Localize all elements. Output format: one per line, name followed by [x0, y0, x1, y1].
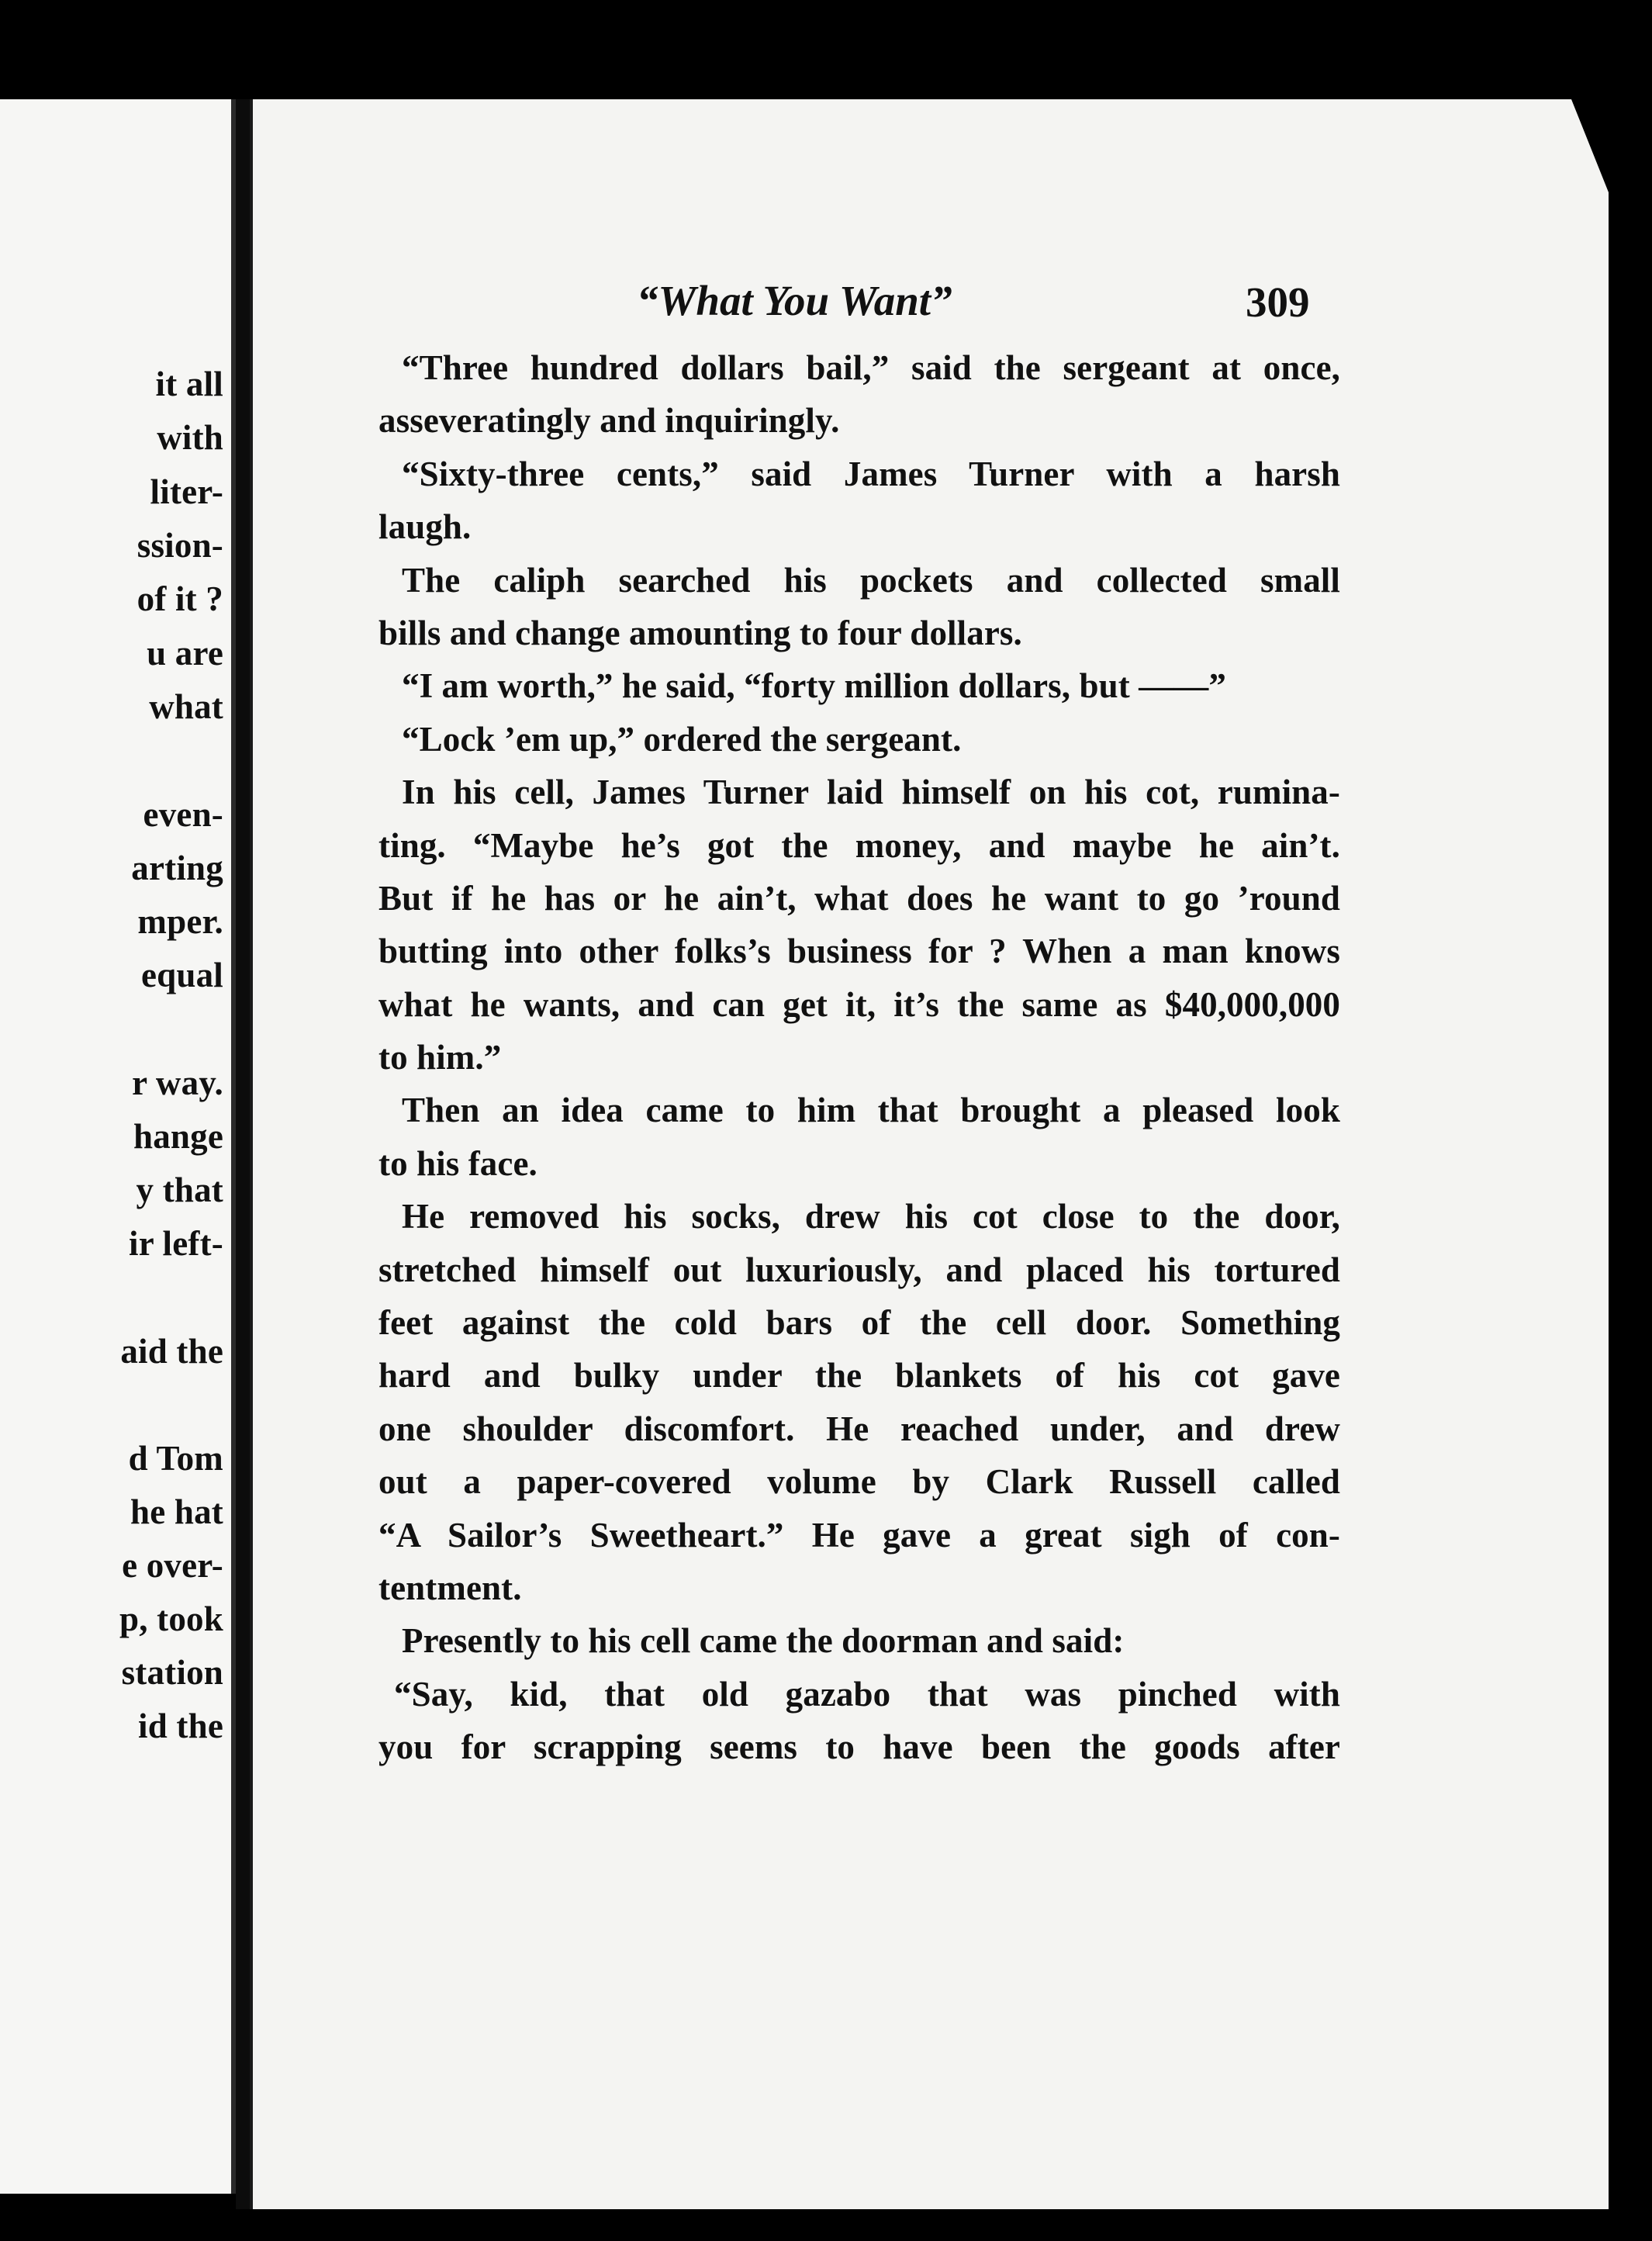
text-line: Then an idea came to him that brought a pleased look — [402, 1091, 1340, 1130]
left-page-line: id the — [138, 1707, 223, 1745]
text-line: The caliph searched his pockets and collected small — [402, 560, 1340, 600]
text-line: “Three hundred dollars bail,” said the sergeant at once, — [402, 348, 1340, 387]
text-line: what he wants, and can get it, it’s the same as $40,000,000 — [378, 984, 1340, 1024]
left-page-line: what — [149, 687, 223, 726]
text-line: “Lock ’em up,” ordered the sergeant. — [402, 719, 962, 759]
running-title: “What You Want” — [637, 277, 952, 324]
book-gutter — [236, 99, 250, 2209]
main-page — [250, 99, 1609, 2209]
text-line: to him.” — [378, 1038, 502, 1077]
left-page-line: e over- — [122, 1546, 223, 1585]
text-line: “I am worth,” he said, “forty million dollars, but ——” — [402, 666, 1226, 706]
text-line: laugh. — [378, 507, 472, 547]
text-line: “A Sailor’s Sweetheart.” He gave a great sigh of con- — [378, 1515, 1340, 1555]
left-page-line: aid the — [120, 1332, 223, 1371]
left-page-line: mper. — [137, 902, 223, 941]
text-line: one shoulder discomfort. He reached under, and drew — [378, 1409, 1340, 1448]
text-line: feet against the cold bars of the cell door. Something — [378, 1303, 1340, 1343]
text-line: Presently to his cell came the doorman and said: — [402, 1621, 1125, 1661]
text-line: you for scrapping seems to have been the goods after — [378, 1727, 1340, 1767]
left-page-line: y that — [136, 1171, 223, 1209]
left-page-line: even- — [143, 795, 223, 834]
text-line: to his face. — [378, 1143, 537, 1183]
left-page-line: p, took — [119, 1599, 223, 1638]
text-line: ting. “Maybe he’s got the money, and maybe he ain’t. — [378, 825, 1340, 865]
left-page-line: arting — [131, 849, 223, 887]
left-page-line: station — [121, 1653, 223, 1692]
text-line: bills and change amounting to four dollars. — [378, 613, 1022, 652]
left-page-line: of it ? — [137, 579, 223, 618]
text-line: “Say, kid, that old gazabo that was pinched with — [394, 1674, 1340, 1714]
left-page-line: r way. — [132, 1063, 223, 1102]
left-facing-page — [0, 99, 236, 2194]
left-page-line: it all — [155, 365, 223, 403]
text-line: hard and bulky under the blankets of his cot gave — [378, 1356, 1340, 1395]
body-text — [378, 341, 1340, 1774]
page-number: 309 — [1246, 278, 1310, 326]
text-line: “Sixty-three cents,” said James Turner with a harsh — [402, 454, 1340, 493]
left-page-line: u are — [147, 634, 223, 673]
text-line: In his cell, James Turner laid himself on his cot, rumina- — [402, 773, 1340, 812]
left-page-line: ir left- — [129, 1224, 223, 1263]
text-line: But if he has or he ain’t, what does he want to go ’round — [378, 878, 1340, 918]
text-line: He removed his socks, drew his cot close to the door, — [402, 1197, 1340, 1236]
torn-page-corner — [1547, 99, 1609, 192]
text-line: out a paper-covered volume by Clark Russell called — [378, 1462, 1340, 1502]
left-page-line: hange — [133, 1117, 223, 1156]
text-line: tentment. — [378, 1568, 522, 1607]
text-line: asseveratingly and inquiringly. — [378, 401, 840, 441]
left-page-line: he hat — [130, 1492, 223, 1531]
left-page-line: d Tom — [128, 1439, 223, 1478]
left-page-line: ssion- — [137, 526, 223, 565]
running-head — [253, 276, 1609, 330]
left-page-line: equal — [140, 956, 223, 994]
left-page-line: with — [157, 418, 223, 457]
left-page-line: liter- — [150, 472, 223, 511]
text-line: stretched himself out luxuriously, and placed his tortured — [378, 1250, 1340, 1289]
text-line: butting into other folks’s business for ? When a man knows — [378, 932, 1340, 971]
